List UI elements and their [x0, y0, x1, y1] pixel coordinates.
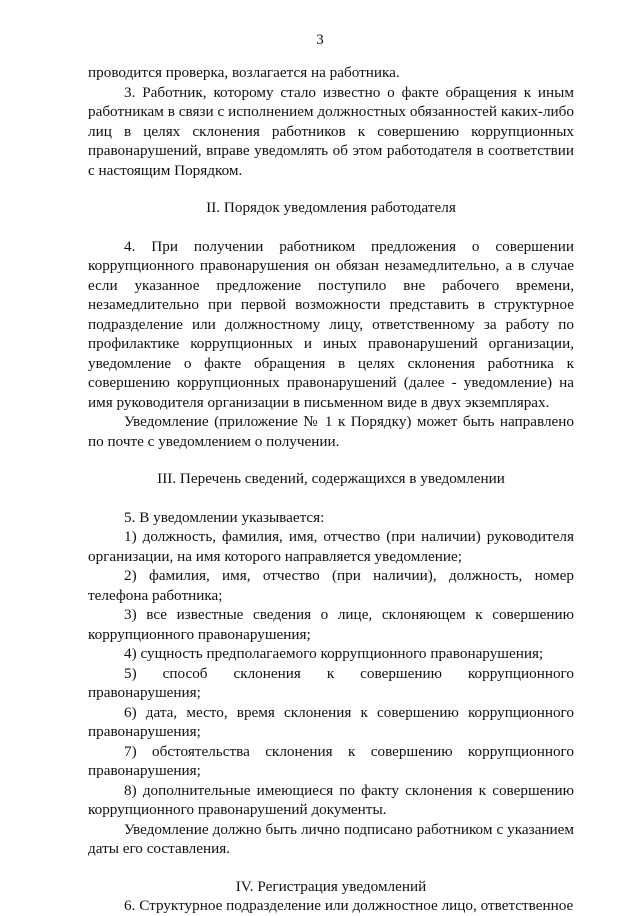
paragraph-6: 6. Структурное подразделение или должностное лицо, ответственное — [124, 897, 574, 914]
list-item-8: 8) дополнительные имеющиеся по факту склонения к совершению коррупционного правонарушений документы. — [88, 781, 574, 818]
paragraph-5: 5. В уведомлении указывается: — [124, 508, 325, 526]
section-heading-3: III. Перечень сведений, содержащихся в уведомлении — [157, 470, 505, 487]
paragraph-4: 4. При получении работником предложения о совершении коррупционного правонарушения он обязан незамедлительно, а в случае если указанное предложение поступило вне рабочего времени, незамедлительно при первой возможности представить в структурное подразделение или должностному лицу, ответственному за работу по профилактике коррупционных и иных правонарушений организации, уведомление о факте обращения в целях склонения работника к совершению коррупционных правонарушений (далее - уведомление) на имя руководителя организации в письменном виде в двух экземплярах. — [88, 237, 574, 411]
list-item-7: 7) обстоятельства склонения к совершению коррупционного правонарушения; — [88, 742, 574, 779]
section-heading-4: IV. Регистрация уведомлений — [235, 877, 427, 895]
document-body — [88, 63, 574, 916]
list-item-2: 2) фамилия, имя, отчество (при наличии), должность, номер телефона работника; — [88, 567, 574, 604]
paragraph-5-note: Уведомление должно быть лично подписано работником с указанием даты его составления. — [88, 820, 574, 857]
section-heading-2: II. Порядок уведомления работодателя — [206, 199, 456, 216]
paragraph-3: 3. Работник, которому стало известно о факте обращения к иным работникам в связи с исполнением должностных обязанностей каких-либо лиц в целях склонения работников к совершению коррупционных правонарушений, вправе уведомлять об этом работодателя в соответствии с настоящим Порядком. — [88, 83, 574, 179]
paragraph-continuation: проводится проверка, возлагается на работника. — [88, 64, 400, 81]
list-item-4: 4) сущность предполагаемого коррупционного правонарушения; — [124, 645, 544, 662]
page-number: 3 — [316, 32, 324, 48]
paragraph-4-note: Уведомление (приложение № 1 к Порядку) может быть направлено по почте с уведомлением о получении. — [88, 413, 574, 450]
list-item-5: 5) способ склонения к совершению коррупционного правонарушения; — [88, 664, 574, 701]
list-item-6: 6) дата, место, время склонения к совершению коррупционного правонарушения; — [88, 703, 574, 740]
list-item-1: 1) должность, фамилия, имя, отчество (при наличии) руководителя организации, на имя которого направляется уведомление; — [88, 528, 574, 565]
list-item-3: 3) все известные сведения о лице, склоняющем к совершению коррупционного правонарушения; — [88, 606, 574, 643]
